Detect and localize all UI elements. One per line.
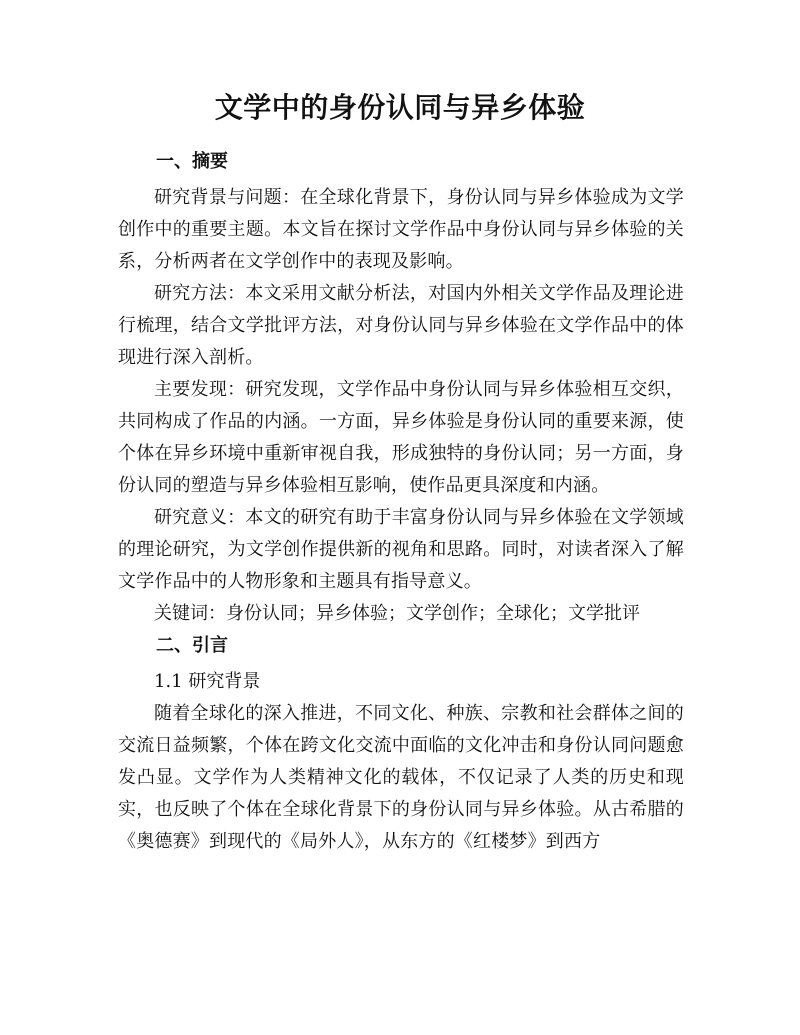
section-heading-introduction: 二、引言: [156, 635, 228, 656]
document-title: 文学中的身份认同与异乡体验: [214, 91, 586, 124]
abstract-paragraph-methods: 研究方法：本文采用文献分析法，对国内外相关文学作品及理论进行梳理，结合文学批评方法，对身份认同与异乡体验在文学作品中的体现进行深入剖析。: [118, 283, 684, 368]
abstract-paragraph-background: 研究背景与问题：在全球化背景下，身份认同与异乡体验成为文学创作中的重要主题。本文旨在探讨文学作品中身份认同与异乡体验的关系，分析两者在文学创作中的表现及影响。: [118, 187, 684, 272]
introduction-paragraph: 随着全球化的深入推进，不同文化、种族、宗教和社会群体之间的交流日益频繁，个体在跨文化交流中面临的文化冲击和身份认同问题愈发凸显。文学作为人类精神文化的载体，不仅记录了人类的历史和现实，也反映了个体在全球化背景下的身份认同与异乡体验。从古希腊的《奥德赛》到现代的《局外人》，从东方的《红楼梦》到西方: [118, 703, 684, 852]
abstract-paragraph-findings: 主要发现：研究发现，文学作品中身份认同与异乡体验相互交织，共同构成了作品的内涵。一方面，异乡体验是身份认同的重要来源，使个体在异乡环境中重新审视自我，形成独特的身份认同；另一方面，身份认同的塑造与异乡体验相互影响，使作品更具深度和内涵。: [118, 379, 684, 496]
document-body: [118, 146, 684, 858]
abstract-paragraph-significance: 研究意义：本文的研究有助于丰富身份认同与异乡体验在文学领域的理论研究，为文学创作提供新的视角和思路。同时，对读者深入了解文学作品中的人物形象和主题具有指导意义。: [118, 507, 684, 592]
section-heading-abstract: 一、摘要: [156, 151, 228, 172]
keywords-line: 关键词：身份认同；异乡体验；文学创作；全球化；文学批评: [154, 603, 640, 624]
subsection-title-background: 1.1 研究背景: [154, 671, 261, 692]
